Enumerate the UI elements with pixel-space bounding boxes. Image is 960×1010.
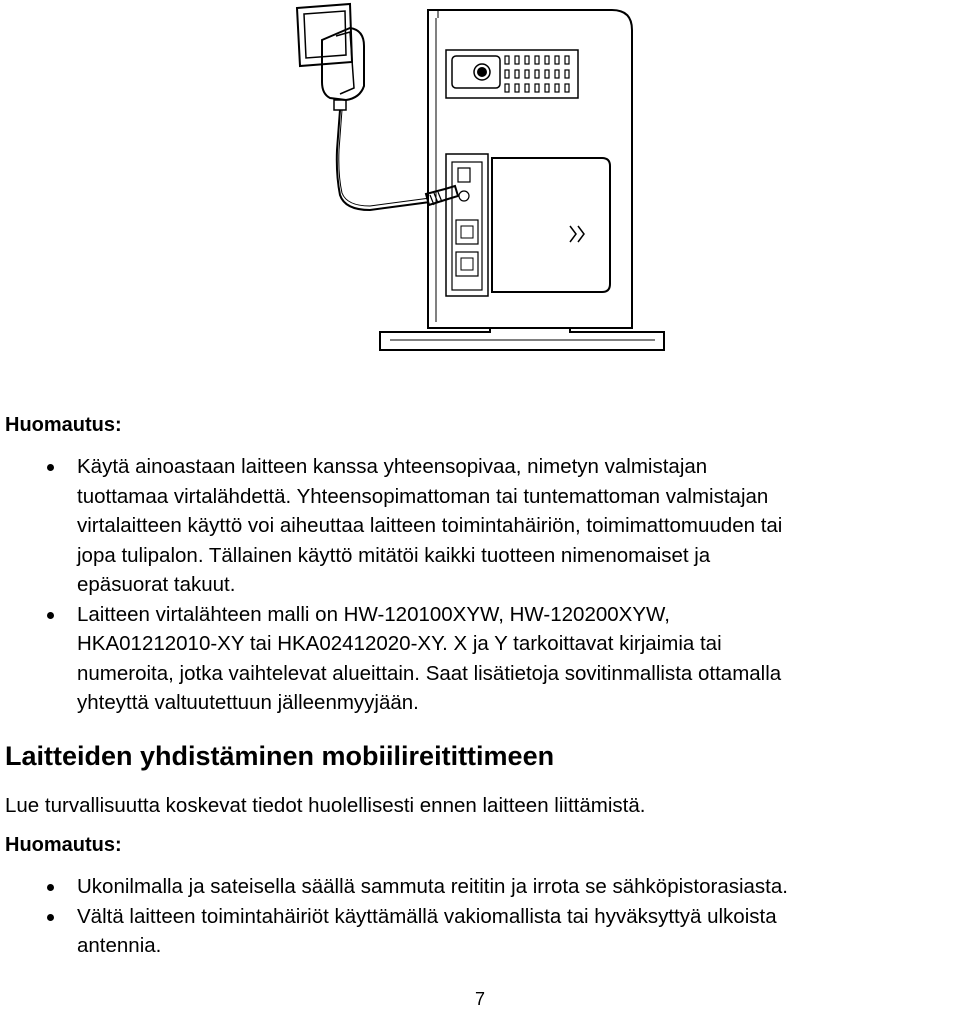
text-line: virtalaitteen käyttö voi aiheuttaa laitteen toimintahäiriön, toimimattomuuden tai bbox=[77, 514, 783, 537]
list-item bbox=[0, 600, 950, 718]
text-line: Vältä laitteen toimintahäiriöt käyttämällä vakiomallista tai hyväksyttyä ulkoista bbox=[77, 904, 777, 928]
bullet-icon bbox=[47, 884, 54, 891]
bullet-icon bbox=[47, 464, 54, 471]
note-list bbox=[0, 872, 950, 961]
note-heading: Huomautus: bbox=[5, 414, 122, 436]
text-line: jopa tulipalon. Tällainen käyttö mitätöi kaikki tuotteen nimenomaiset ja bbox=[77, 543, 711, 567]
text-line: Ukonilmalla ja sateisella säällä sammuta reititin ja irrota se sähköpistorasiasta. bbox=[77, 875, 788, 898]
port-cover bbox=[492, 158, 610, 292]
note-list bbox=[0, 452, 950, 718]
power-cable bbox=[337, 110, 430, 210]
text-line: tuottamaa virtalähdettä. Yhteensopimattoman tai tuntemattoman valmistajan bbox=[77, 484, 769, 508]
text-line: yhteyttä valtuutettuun jälleenmyyjään. bbox=[77, 691, 419, 714]
list-item bbox=[0, 452, 950, 600]
text-line: antennia. bbox=[77, 934, 162, 957]
intro-text: Lue turvallisuutta koskevat tiedot huolellisesti ennen laitteen liittämistä. bbox=[5, 794, 646, 817]
bullet-icon bbox=[47, 612, 54, 619]
list-item bbox=[0, 872, 950, 902]
text-line: HKA01212010-XY tai HKA02412020-XY. X ja Y tarkoittavat kirjaimia tai bbox=[77, 632, 722, 655]
router-power-connection-illustration bbox=[290, 0, 670, 365]
text-line: Käytä ainoastaan laitteen kanssa yhteensopivaa, nimetyn valmistajan bbox=[77, 455, 708, 478]
lan-port-2 bbox=[456, 252, 478, 276]
text-line: numeroita, jotka vaihtelevat alueittain. Saat lisätietoja sovitinmallista ottamalla bbox=[77, 661, 782, 685]
bullet-icon bbox=[47, 914, 54, 921]
list-item bbox=[0, 902, 950, 961]
lan-port-1 bbox=[456, 220, 478, 244]
page-number: 7 bbox=[474, 989, 485, 1009]
chevron-right-icon bbox=[570, 226, 584, 242]
text-line: Laitteen virtalähteen malli on HW-120100XYW, HW-120200XYW, bbox=[77, 602, 670, 626]
router-stand bbox=[380, 328, 664, 350]
section-heading: Laitteiden yhdistäminen mobiilireitittimeen bbox=[5, 741, 555, 771]
note-heading: Huomautus: bbox=[5, 834, 122, 856]
router-body bbox=[428, 10, 632, 328]
text-line: epäsuorat takuut. bbox=[77, 573, 236, 596]
